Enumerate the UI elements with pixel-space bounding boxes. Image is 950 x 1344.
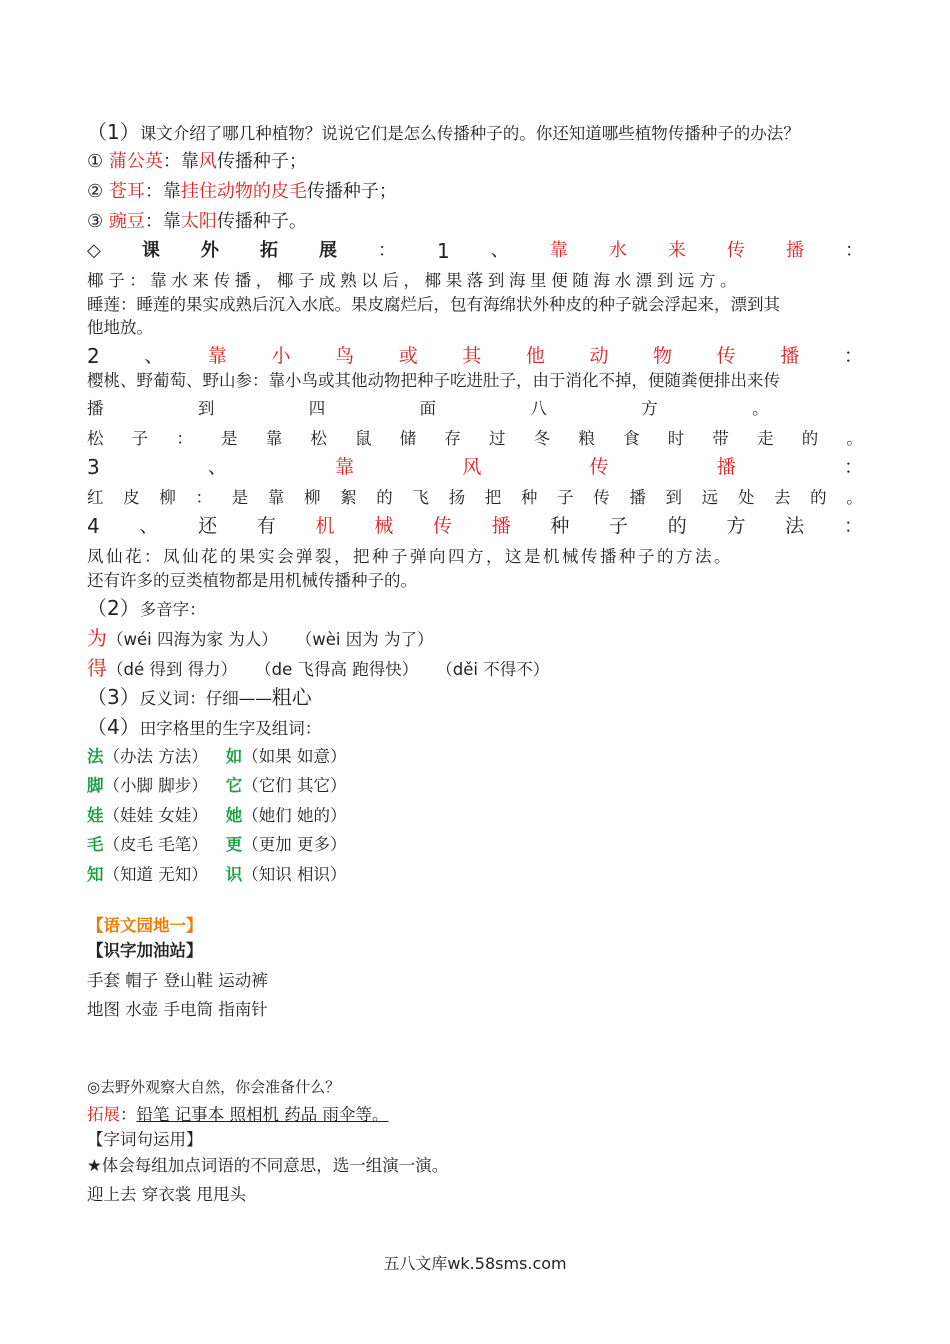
garden-title: 【语文园地一】 — [87, 916, 203, 935]
word-pair: （办法 方法） — [103, 747, 208, 766]
ext-title-char: 展 — [318, 240, 337, 261]
s4-line-2: 还有许多的豆类植物都是用机械传播种子的。 — [87, 571, 417, 590]
colon: ： — [120, 1105, 137, 1124]
new-char: 更 — [225, 835, 243, 854]
word-row — [87, 834, 863, 856]
new-char: 如 — [225, 747, 243, 766]
section-key-char: 靠 — [335, 456, 355, 478]
char: 四 — [308, 399, 326, 418]
ext-heading-line — [87, 240, 863, 262]
section-key-char: 靠 — [549, 240, 568, 261]
section-key-char: 播 — [780, 345, 800, 367]
s4-line-1: 凤仙花：凤仙花的果实会弹裂，把种子弹向四方，这是机械传播种子的方法。 — [87, 547, 733, 566]
q4-title: 田字格里的生字及组词： — [139, 719, 322, 738]
reading: （wèi 因为 为了） — [295, 630, 434, 649]
q4-number: （4） — [87, 715, 140, 739]
separator: 、 — [144, 345, 164, 367]
words-line-1: 手套 帽子 登山鞋 运动裤 — [87, 971, 268, 990]
q2-number: （2） — [87, 596, 140, 620]
section-key-char: 物 — [653, 345, 673, 367]
ext-title-char: 拓 — [259, 240, 278, 261]
section-key-char: 播 — [785, 240, 804, 261]
separator: 、 — [207, 456, 227, 478]
word-row — [87, 746, 863, 768]
s3-heading-line — [87, 456, 863, 478]
q3-number: （3） — [87, 685, 140, 709]
extension-answer-line — [87, 1104, 863, 1126]
plant-name: 豌豆 — [108, 211, 145, 232]
word-pair: （小脚 脚步） — [103, 776, 208, 795]
new-char: 知 — [87, 865, 104, 884]
section-key-char: 风 — [462, 456, 482, 478]
word-row — [87, 864, 863, 886]
colon: ： — [844, 240, 863, 261]
key-phrase: 挂住动物的皮毛 — [180, 181, 307, 202]
section-key-char: 传 — [589, 456, 609, 478]
char: 播 — [87, 399, 104, 418]
text: 传播种子； — [216, 151, 307, 172]
colon: ： — [843, 345, 863, 367]
q1-item-3 — [87, 211, 863, 233]
q1-item-2 — [87, 181, 863, 203]
item-mark: ① — [87, 151, 104, 172]
extension-answer: 铅笔 记事本 照相机 药品 雨伞等。 — [136, 1105, 389, 1124]
char: 八 — [530, 399, 547, 418]
s3-line-1: 红 皮 柳 ： 是 靠 柳 絮 的 飞 扬 把 种 子 传 播 到 远 处 去 的 。 — [87, 488, 863, 507]
section-number: 3 — [87, 455, 100, 479]
reading: （dé 得到 得力） — [107, 660, 238, 679]
s2-line-3: 松 子 ： 是 靠 松 鼠 储 存 过 冬 粮 食 时 带 走 的 。 — [87, 429, 863, 448]
section-key-char: 靠 — [207, 345, 227, 367]
separator: 、 — [490, 240, 509, 261]
reading: （děi 不得不） — [436, 660, 550, 679]
key-phrase: 风 — [198, 151, 217, 172]
word-pair: （更加 更多） — [242, 835, 347, 854]
word-pair: （她们 她的） — [242, 806, 347, 825]
char: 面 — [419, 399, 437, 418]
word-row — [87, 775, 863, 797]
task-line: ★体会每组加点词语的不同意思，选一组演一演。 — [87, 1156, 449, 1175]
section-key-char: 传 — [716, 345, 736, 367]
section-number: 1 — [437, 239, 450, 263]
s2-heading-line — [87, 345, 863, 367]
q1-question-line — [87, 121, 863, 145]
q3-answer: 粗心 — [271, 685, 312, 709]
colon: ： — [843, 515, 863, 537]
s1-line-1: 椰子：靠水来传播，椰子成熟以后，椰果落到海里便随海水漂到远方。 — [87, 271, 742, 290]
words-line-3: 迎上去 穿衣裳 甩甩头 — [87, 1185, 246, 1204]
text: 传播种子。 — [216, 211, 307, 232]
new-char: 脚 — [87, 776, 104, 795]
extension-label: 拓展 — [87, 1105, 120, 1124]
char: 方 — [641, 399, 658, 418]
s1-line-2: 睡莲：睡莲的果实成熟后沉入水底。果皮腐烂后，包有海绵状外种皮的种子就会浮起来，漂到其 — [87, 295, 780, 314]
colon: ： — [378, 240, 396, 261]
section-key-char: 水 — [608, 240, 627, 261]
new-char: 它 — [225, 776, 243, 795]
text: ：靠 — [144, 181, 181, 202]
new-char: 娃 — [87, 806, 104, 825]
word-usage-heading: 【字词句运用】 — [87, 1130, 203, 1149]
outdoor-question: ◎去野外观察大自然，你会准备什么？ — [87, 1078, 341, 1096]
item-mark: ③ — [87, 211, 104, 232]
item-mark: ② — [87, 181, 104, 202]
word-pair: （皮毛 毛笔） — [103, 835, 208, 854]
section-key-char: 动 — [589, 345, 609, 367]
section-key-char: 小 — [271, 345, 291, 367]
polyphone-char: 为 — [87, 626, 107, 650]
words-line-2: 地图 水壶 手电筒 指南针 — [87, 1000, 268, 1019]
ext-title-char: 课 — [141, 240, 160, 261]
section-key-char: 传 — [726, 240, 745, 261]
q2-word-1 — [87, 627, 863, 651]
new-char: 法 — [87, 747, 104, 766]
section-key-char: 播 — [716, 456, 736, 478]
section-number: 4 — [87, 514, 100, 538]
q2-word-2 — [87, 657, 863, 681]
word-pair: （娃娃 女娃） — [103, 806, 208, 825]
section-number: 2 — [87, 344, 100, 368]
section-key-char: 其 — [462, 345, 482, 367]
key-phrase: 太阳 — [180, 211, 217, 232]
reading: （wéi 四海为家 为人） — [107, 630, 278, 649]
word-pair: （知识 相识） — [242, 865, 347, 884]
text: ：靠 — [144, 211, 181, 232]
word-pair: （知道 无知） — [103, 865, 208, 884]
plant-name: 苍耳 — [108, 181, 145, 202]
word-pair: （它们 其它） — [242, 776, 347, 795]
s2-line-1: 樱桃、野葡萄、野山参：靠小鸟或其他动物把种子吃进肚子，由于消化不掉，便随粪便排出来传 — [87, 371, 780, 390]
polyphone-char: 得 — [87, 656, 107, 680]
q4-title-line — [87, 716, 863, 740]
reading: （de 飞得高 跑得快） — [255, 660, 419, 679]
s2-line-2 — [87, 398, 863, 420]
q1-question: 课文介绍了哪几种植物？说说它们是怎么传播种子的。你还知道哪些植物传播种子的办法？ — [139, 124, 800, 143]
section-key-char: 来 — [667, 240, 686, 261]
plant-name: 蒲公英 — [108, 151, 163, 172]
word-pair: （如果 如意） — [242, 747, 347, 766]
section-key-char: 鸟 — [335, 345, 355, 367]
q3-line — [87, 686, 863, 710]
word-row — [87, 805, 863, 827]
char: 到 — [197, 399, 215, 418]
colon: ： — [843, 456, 863, 478]
q1-item-1 — [87, 151, 863, 173]
q2-title-line — [87, 597, 863, 621]
char: 。 — [752, 399, 769, 418]
new-char: 识 — [225, 865, 243, 884]
s4-heading-line: 4 、 还 有 机 械 传 播 种 子 的 方 法 ： — [87, 514, 863, 538]
new-char: 毛 — [87, 835, 104, 854]
section-key-char: 他 — [525, 345, 545, 367]
ext-title-char: 外 — [200, 240, 219, 261]
bullet-icon: ◇ — [87, 240, 101, 261]
s1-line-3: 他地放。 — [87, 318, 153, 337]
text: ：靠 — [162, 151, 199, 172]
footer-watermark: 五八文库wk.58sms.com — [383, 1254, 567, 1273]
section-key-char: 或 — [398, 345, 418, 367]
q3-title: 反义词：仔细—— — [139, 689, 272, 708]
text: 传播种子； — [306, 181, 397, 202]
q2-title: 多音字： — [139, 600, 206, 619]
literacy-station-heading: 【识字加油站】 — [87, 941, 203, 960]
q1-number: （1） — [87, 120, 140, 144]
new-char: 她 — [225, 806, 243, 825]
separator: 、 — [139, 515, 159, 537]
